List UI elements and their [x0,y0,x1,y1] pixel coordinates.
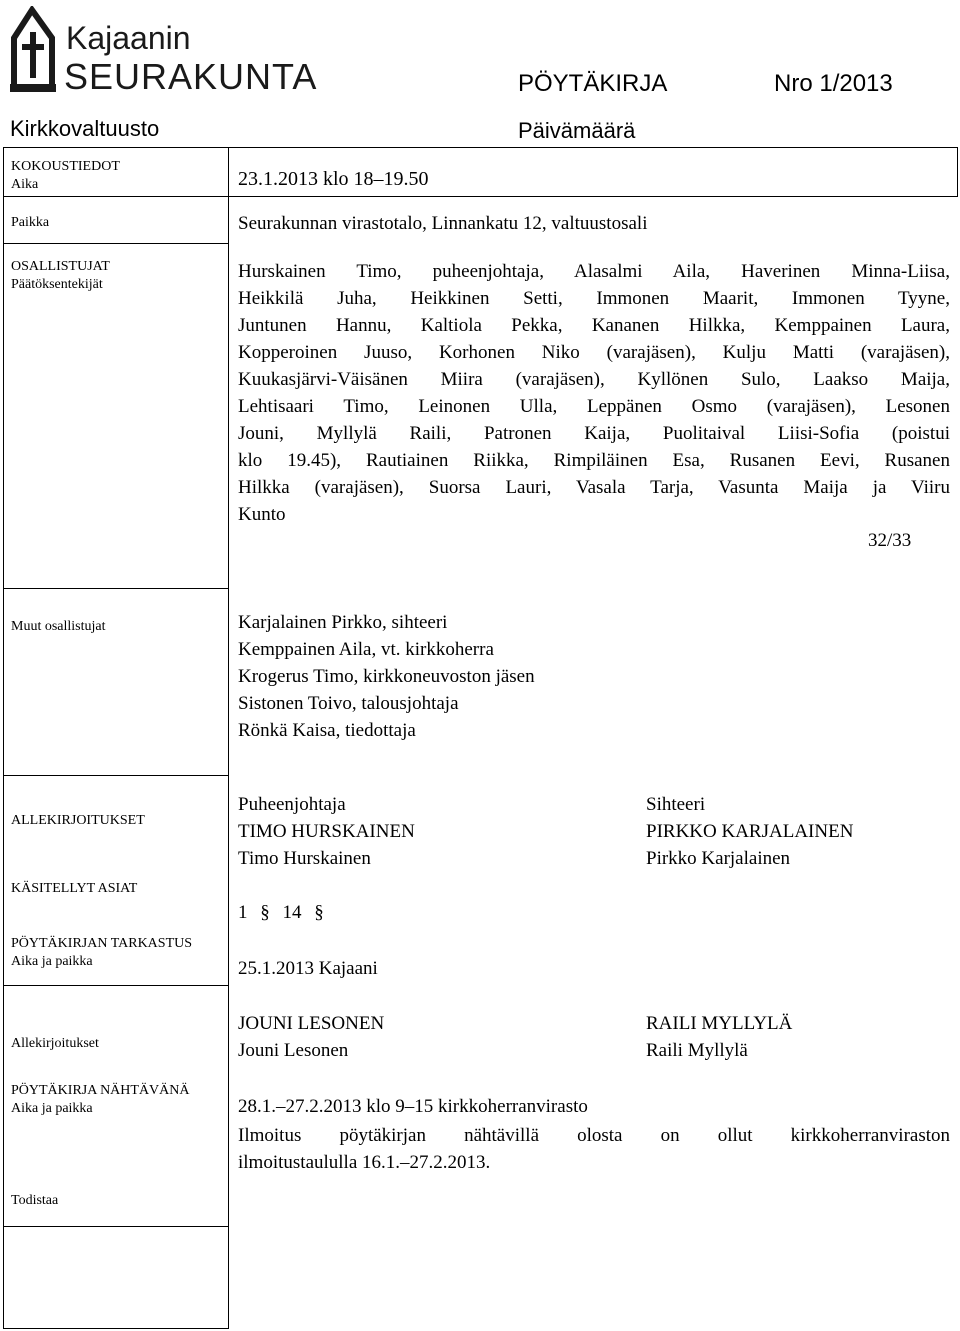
participants-list [238,258,950,528]
label-muut-osallistujat: Muut osallistujat [11,619,106,634]
box-divider-2 [3,243,229,244]
label-tarkastus: PÖYTÄKIRJAN TARKASTUS [11,936,193,951]
label-kokoustiedot: KOKOUSTIEDOT [11,159,120,174]
other-participant: Krogerus Timo, kirkkoneuvoston jäsen [238,666,535,687]
display-notice-line: Ilmoitus pöytäkirjan nähtävillä olosta on ollut kirkkoherranviraston [238,1125,950,1146]
label-nahtavana: PÖYTÄKIRJA NÄHTÄVÄNÄ [11,1083,190,1098]
box-divider-1 [3,196,229,197]
church-cross-logo-icon [10,6,56,92]
document-number: Nro 1/2013 [774,70,893,97]
participants-line: Kopperoinen Juuso, Korhonen Niko (varajäsen), Kulju Matti (varajäsen), [238,342,950,363]
review-date-place: 25.1.2013 Kajaani [238,958,378,979]
participants-line: Kuukasjärvi-Väisänen Miira (varajäsen), Kyllönen Sulo, Laakso Maija, [238,369,950,390]
items-handled: 1 § 14 § [238,902,324,923]
participants-line: Jouni, Myllylä Raili, Patronen Kaija, Puolitaival Liisi-Sofia (poistui [238,423,950,444]
document-type: PÖYTÄKIRJA [518,70,668,97]
secretary-name: PIRKKO KARJALAINEN [646,821,854,842]
other-participant: Rönkä Kaisa, tiedottaja [238,720,416,741]
label-allekirjoitukset-caps: ALLEKIRJOITUKSET [11,813,145,828]
display-notice [238,1122,950,1176]
display-time-place: 28.1.–27.2.2013 klo 9–15 kirkkoherranvirasto [238,1096,588,1117]
date-label: Päivämäärä [518,118,636,143]
other-participants [238,609,535,744]
org-name-line1: Kajaanin [66,20,191,56]
org-logo [8,4,328,96]
box-divider-5 [3,1226,229,1227]
reviewer2-signature: Raili Myllylä [646,1040,748,1061]
body-name: Kirkkovaltuusto [10,116,160,141]
label-kasitellyt-asiat: KÄSITELLYT ASIAT [11,881,138,896]
label-paikka: Paikka [11,215,50,230]
participants-line: Heikkilä Juha, Heikkinen Setti, Immonen Maarit, Immonen Tyyne, [238,288,950,309]
meeting-info-left-box [3,147,229,776]
display-notice-line: ilmoitustaululla 16.1.–27.2.2013. [238,1152,491,1173]
other-participant: Sistonen Toivo, talousjohtaja [238,693,459,714]
chair-signature: Timo Hurskainen [238,848,371,869]
label-osallistujat: OSALLISTUJAT [11,259,110,274]
other-participant: Karjalainen Pirkko, sihteeri [238,612,448,633]
participants-line: klo 19.45), Rautiainen Riikka, Rimpiläinen Esa, Rusanen Eevi, Rusanen [238,450,950,471]
label-aika-ja-paikka-2: Aika ja paikka [11,1101,93,1116]
label-allekirjoitukset: Allekirjoitukset [11,1036,99,1051]
label-aika: Aika [11,177,39,192]
participants-line: Kunto [238,504,286,525]
secretary-signature: Pirkko Karjalainen [646,848,791,869]
org-name-line2: SEURAKUNTA [64,56,318,97]
label-aika-ja-paikka-1: Aika ja paikka [11,954,93,969]
attendance-count: 32/33 [868,530,912,551]
reviewer1-signature: Jouni Lesonen [238,1040,349,1061]
reviewer1-name: JOUNI LESONEN [238,1013,385,1034]
participants-line: Juntunen Hannu, Kaltiola Pekka, Kananen Hilkka, Kemppainen Laura, [238,315,950,336]
chair-name: TIMO HURSKAINEN [238,821,415,842]
participants-line: Hilkka (varajäsen), Suorsa Lauri, Vasala Tarja, Vasunta Maija ja Viiru [238,477,950,498]
box-divider-3 [3,588,229,589]
label-todistaa: Todistaa [11,1193,59,1208]
participants-line: Hurskainen Timo, puheenjohtaja, Alasalmi Aila, Haverinen Minna-Liisa, [238,261,950,282]
meeting-time: 23.1.2013 klo 18–19.50 [238,168,429,190]
other-participant: Kemppainen Aila, vt. kirkkoherra [238,639,494,660]
chair-role: Puheenjohtaja [238,794,346,815]
label-paatoksentekijat: Päätöksentekijät [11,277,103,292]
secretary-role: Sihteeri [646,794,706,815]
reviewer2-name: RAILI MYLLYLÄ [646,1013,793,1034]
meeting-place: Seurakunnan virastotalo, Linnankatu 12, valtuustosali [238,213,648,234]
participants-line: Lehtisaari Timo, Leinonen Ulla, Leppänen Osmo (varajäsen), Lesonen [238,396,950,417]
box-divider-4 [3,985,229,986]
